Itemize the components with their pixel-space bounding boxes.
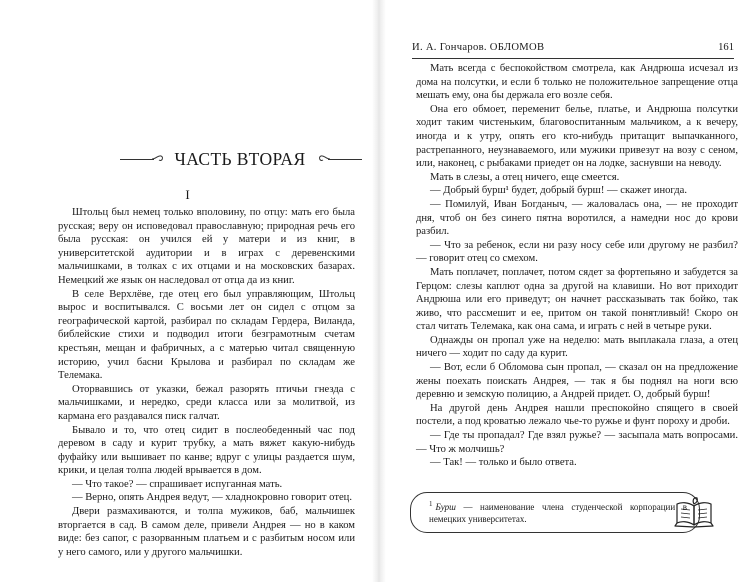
part-heading [120,148,390,170]
paragraph: Бывало и то, что отец сидит в послеобеденный час под деревом в саду и курит трубку, а мать вяжет какую-нибудь фуфайку или вышивает по канве; вдруг с улицы раздается шум, крики, и целая толпа людей врывается в дом. [58,424,355,477]
chapter-number: I [185,187,190,202]
dialogue-line: — Помилуй, Иван Богданыч, — жаловалась она, — не проходит дня, чтоб он без синего пятна воротился, а намедни нос до крови разбил. [416,198,738,238]
right-page [385,0,750,582]
footnote-text: — наименование члена студенческой корпорации в немецких университетах. [429,502,687,524]
heading-rule-left [120,159,154,160]
paragraph: Штольц был немец только вполовину, по отцу: мать его была русская; веру он исповедовал православную; природная речь его была русская: он учился ей у матери и из книг, в университетской аудитории и в играх с деревенскими мальчишками, в толках с их отцами и на московских базарах. Немецкий же язык он наследовал от отца да из книг. [58,207,355,286]
paragraph: В селе Верхлёве, где отец его был управляющим, Штольц вырос и воспитывался. С восьми лет он сидел с отцом за географической картой, разбирал по складам Гердера, Виланда, библейские стихи и подводил итоги безграмотным счетам крестьян, мещан и фабричных, а с матерью читал священную историю, учил басни Крылова и разбирал по складам же Телемака. [58,288,355,382]
right-body-text [416,62,738,470]
paragraph: Однажды он пропал уже на неделю: мать выплакала глаза, а отец ничего — ходит по саду да курит. [416,334,738,360]
open-book-icon [673,496,715,530]
footnote-mark: 1 [429,500,433,508]
paragraph: Оторвавшись от указки, бежал разорять птичьи гнезда с мальчишками, и нередко, среди класса или за молитвой, из кармана его раздавался писк галчат. [58,383,355,422]
dialogue-line: — Вот, если б Обломова сын пропал, — сказал он на предложение жены поехать поискать Андрея, — так я бы поднял на ноги всю деревню и земскую полицию, а Андрей придет. О, добрый бурш! [416,362,738,401]
flourish-left-icon [152,154,164,164]
footnote [410,492,700,533]
heading-rule-right [328,159,362,160]
part-title: ЧАСТЬ ВТОРАЯ [174,149,306,169]
dialogue-line: — Что за ребенок, если ни разу носу себе или другому не разбил? — говорит отец со смехом. [416,239,738,265]
paragraph: Мать всегда с беспокойством смотрела, как Андрюша исчезал из дома на полсутки, и если б только не положительное запрещение отца мешать ему, она бы держала его возле себя. [416,63,738,102]
dialogue-line: — Так! — только и было ответа. [430,457,577,469]
book-gutter [372,0,386,582]
dialogue-line: — Добрый бурш¹ будет, добрый бурш! — скажет иногда. [430,185,687,197]
left-body-text [58,206,355,559]
paragraph: Двери размахиваются, и толпа мужиков, баб, мальчишек вторгается в сад. В самом деле, привели Андрея — но в каком виде: без сапог, с разорванным платьем и с разбитым носом или у него самого, или у другого мальчишки. [58,506,355,558]
paragraph: Она его обмоет, переменит белье, платье, и Андрюша полсутки ходит таким чистеньким, благовоспитанным мальчиком, а к вечеру, иногда и к утру, опять его кто-нибудь притащит выпачканного, растрепанного, неузнаваемого, или мужики привезут на возу с сеном, или, наконец, с рыбаками приедет он на лодке, заснувши на неводу. [416,103,738,170]
page-number: 161 [718,42,734,53]
paragraph: Мать поплачет, поплачет, потом сядет за фортепьяно и забудется за Герцом: слезы каплют одна за другой на клавиши. Но вот приходит Андрюша или его приведут; он начнет рассказывать так бойко, так живо, что рассмешит и ее, притом он такой понятливый! Скоро он стал читать Телемака, как она сама, и играть с ней в четыре руки. [416,266,738,333]
paragraph: Мать в слезы, а отец ничего, еще смеется. [430,171,620,183]
dialogue-line: — Что такое? — спрашивает испуганная мать. [72,478,283,490]
dialogue-line: — Верно, опять Андрея ведут, — хладнокровно говорит отец. [72,492,352,504]
running-head [412,42,734,59]
dialogue-line: — Где ты пропадал? Где взял ружье? — засыпала мать вопросами. — Что ж молчишь? [416,430,738,455]
running-head-title: И. А. Гончаров. ОБЛОМОВ [412,42,545,53]
paragraph: На другой день Андрея нашли преспокойно спящего в своей постели, а под кроватью лежало чье-то ружье и фунт пороху и дроби. [416,402,738,428]
footnote-term: Бурш [435,502,456,512]
